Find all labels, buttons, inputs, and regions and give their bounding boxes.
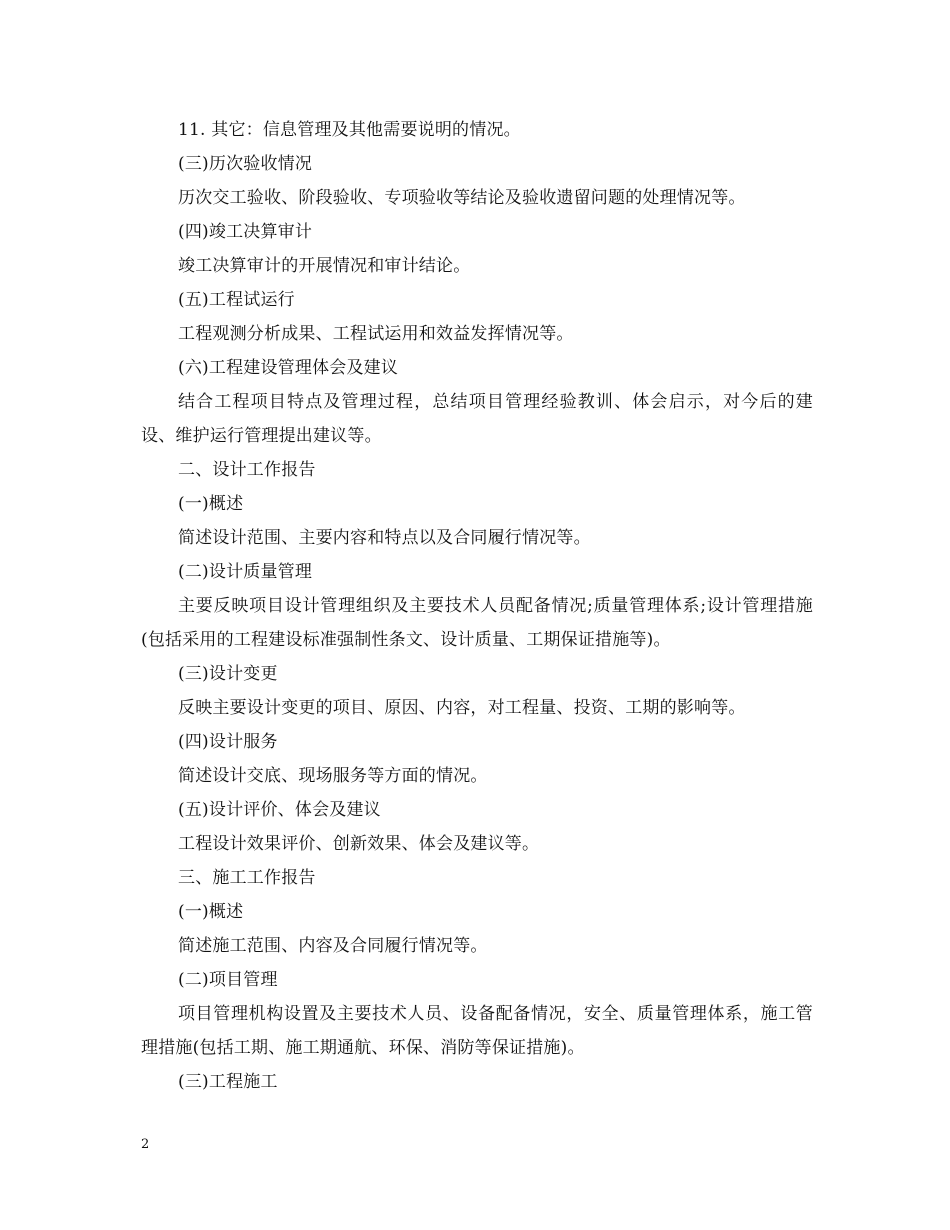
paragraph: 主要反映项目设计管理组织及主要技术人员配备情况;质量管理体系;设计管理措施(包括采用的工程建设标准强制性条文、设计质量、工期保证措施等)。 [141,596,813,650]
section-heading: (三)设计变更 [178,664,278,684]
section-heading: (一)概述 [178,902,244,922]
text-line: 简述施工范围、内容及合同履行情况等。 [178,936,488,956]
paragraph: 结合工程项目特点及管理过程，总结项目管理经验教训、体会启示，对今后的建设、维护运行管理提出建议等。 [141,392,813,446]
section-heading: (五)设计评价、体会及建议 [178,800,381,820]
section-heading: (五)工程试运行 [178,290,295,310]
section-heading: (四)设计服务 [178,732,278,752]
text-line: 简述设计范围、主要内容和特点以及合同履行情况等。 [178,528,591,548]
page-number: 2 [141,1137,150,1152]
chapter-heading: 三、施工工作报告 [178,868,316,888]
chapter-heading: 二、设计工作报告 [178,460,316,480]
text-line: 工程设计效果评价、创新效果、体会及建议等。 [178,834,540,854]
text-line: 历次交工验收、阶段验收、专项验收等结论及验收遗留问题的处理情况等。 [178,188,746,208]
section-heading: (六)工程建设管理体会及建议 [178,358,399,378]
paragraph: 项目管理机构设置及主要技术人员、设备配备情况，安全、质量管理体系，施工管理措施(包括工期、施工期通航、环保、消防等保证措施)。 [141,1004,813,1058]
text-line: 竣工决算审计的开展情况和审计结论。 [178,256,471,276]
section-heading: (二)项目管理 [178,970,278,990]
section-heading: (二)设计质量管理 [178,562,313,582]
document-body [141,113,813,1099]
section-heading: (三)历次验收情况 [178,154,313,174]
text-line: 简述设计交底、现场服务等方面的情况。 [178,766,488,786]
section-heading: (三)工程施工 [178,1072,278,1092]
text-line: 反映主要设计变更的项目、原因、内容，对工程量、投资、工期的影响等。 [178,698,746,718]
section-heading: (四)竣工决算审计 [178,222,313,242]
text-line: 工程观测分析成果、工程试运用和效益发挥情况等。 [178,324,574,344]
text-line: 11. 其它：信息管理及其他需要说明的情况。 [178,120,521,140]
section-heading: (一)概述 [178,494,244,514]
